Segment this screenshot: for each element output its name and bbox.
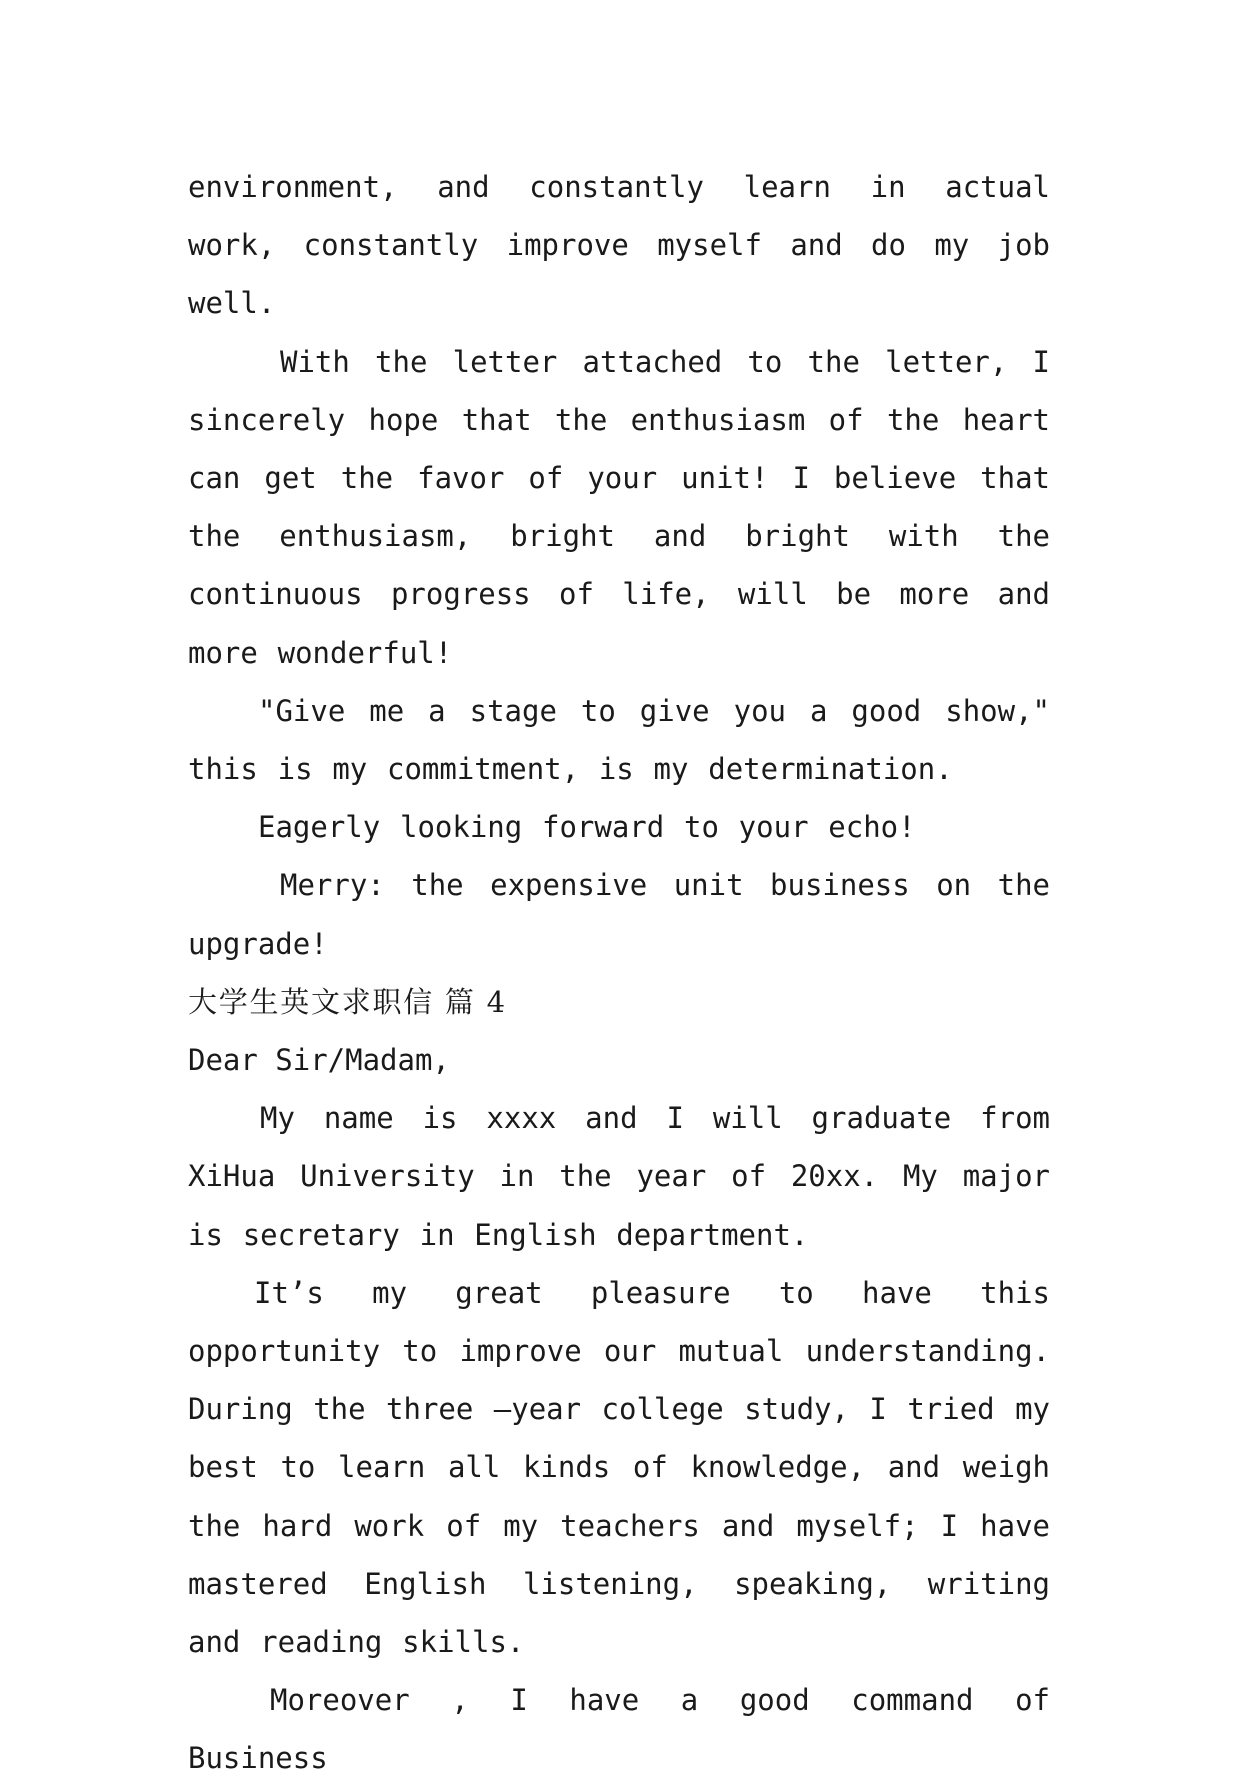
paragraph-continuation: environment, and constantly learn in actual work, constantly improve myself and do my job well. xyxy=(188,170,1050,321)
document-page xyxy=(188,158,1050,1788)
section-heading: 大学生英文求职信 篇 4 xyxy=(188,984,507,1019)
paragraph-merry: Merry: the expensive unit business on the upgrade! xyxy=(188,868,1050,961)
salutation: Dear Sir/Madam, xyxy=(188,1043,450,1078)
paragraph-introduction: My name is xxxx and I will graduate from XiHua University in the year of 20xx. My major is secretary in English department. xyxy=(188,1101,1050,1252)
paragraph-stage-quote: "Give me a stage to give you a good show," this is my commitment, is my determination. xyxy=(188,693,1050,787)
paragraph-letter-attached: With the letter attached to the letter, I sincerely hope that the enthusiasm of the heart can get the favor of your unit! I believe that the enthusiasm, bright and bright with the continuous progress of life, will be more and more wonderful! xyxy=(188,344,1050,670)
paragraph-study-skills: It’s my great pleasure to have this opportunity to improve our mutual understanding. During the three –year college study, I tried my best to learn all kinds of knowledge, and weigh the hard work of my teachers and myself; I have mastered English listening, speaking, writing and reading skills. xyxy=(188,1275,1050,1660)
paragraph-looking-forward: Eagerly looking forward to your echo! xyxy=(258,810,916,845)
paragraph-business-command: Moreover , I have a good command of Business xyxy=(188,1683,1050,1776)
